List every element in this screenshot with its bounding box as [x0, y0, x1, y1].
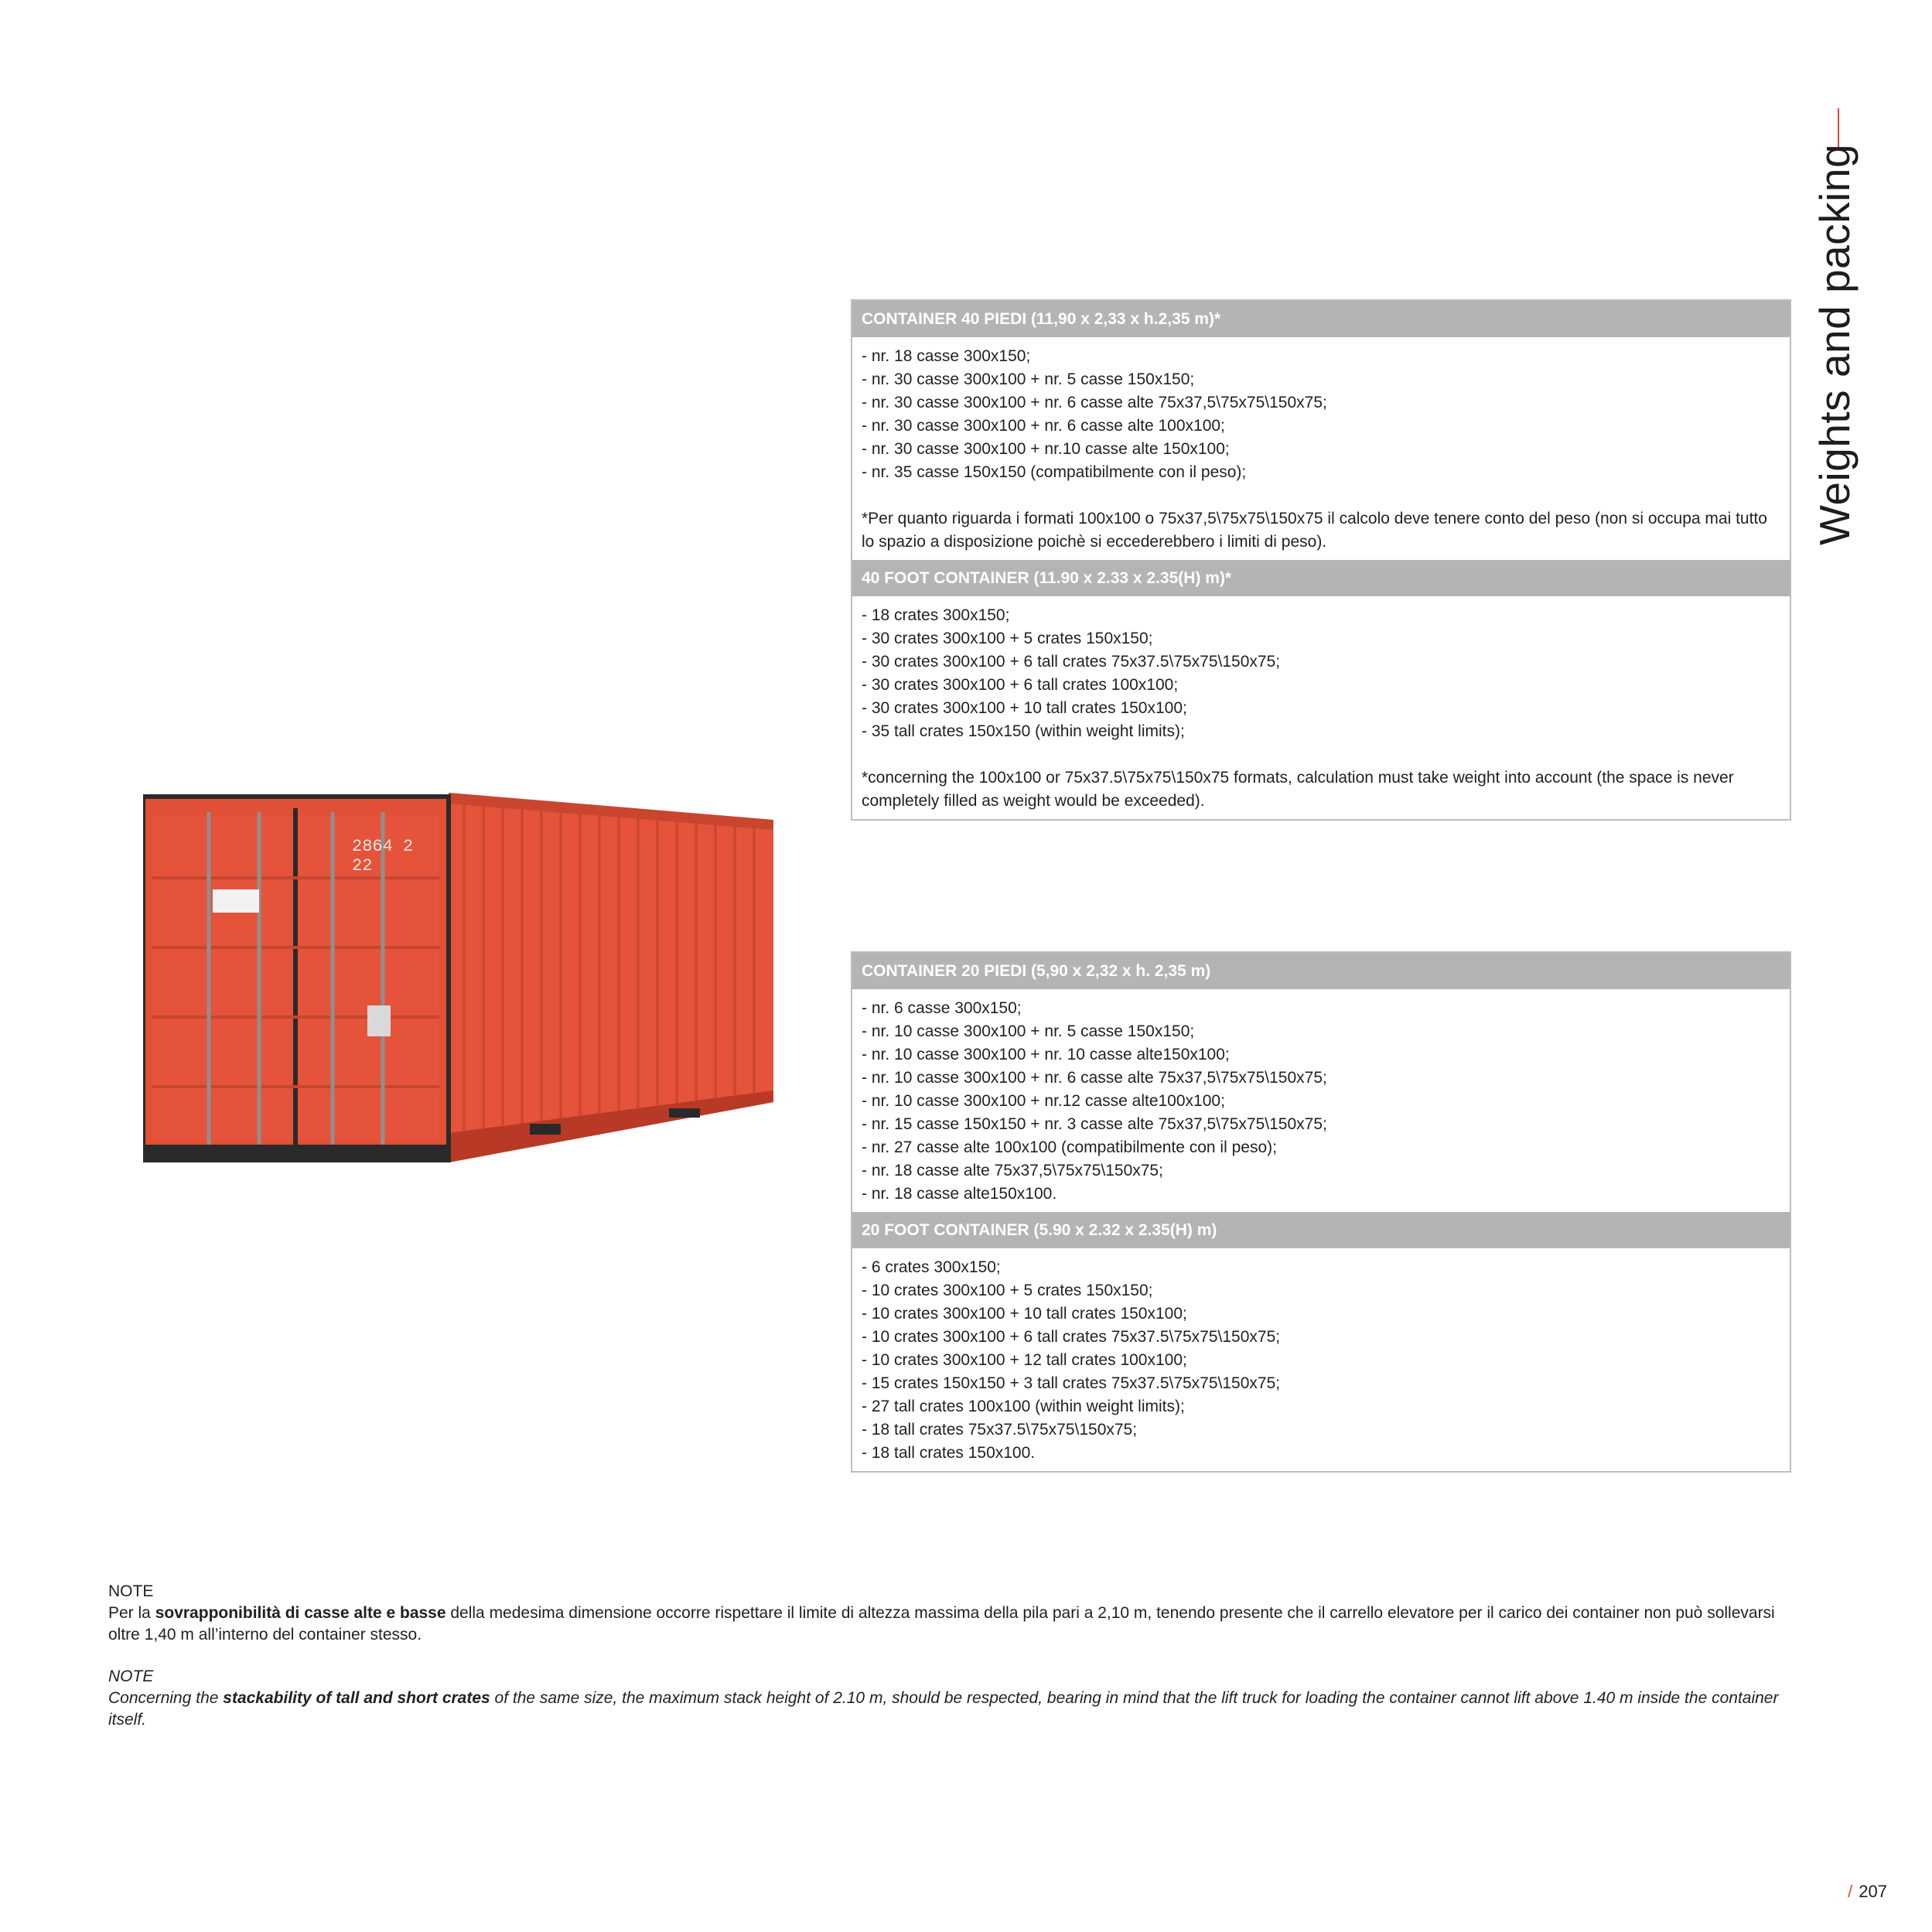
container-20-it-body [852, 989, 1790, 1212]
list-item: - 10 crates 300x100 + 10 tall crates 150x100; [862, 1305, 1187, 1323]
list-item: - nr. 10 casse 300x100 + nr.12 casse alte100x100; [862, 1092, 1225, 1110]
list-item: - nr. 27 casse alte 100x100 (compatibilmente con il peso); [862, 1138, 1277, 1156]
list-item: - nr. 30 casse 300x100 + nr. 6 casse alte 100x100; [862, 417, 1225, 435]
list-item: - nr. 10 casse 300x100 + nr. 6 casse alte 75x37,5\75x75\150x75; [862, 1069, 1327, 1087]
list-item: - nr. 35 casse 150x150 (compatibilmente con il peso); [862, 463, 1247, 481]
note-title: NOTE [108, 1582, 154, 1600]
note-title: NOTE [108, 1667, 154, 1685]
footnote: *Per quanto riguarda i formati 100x100 o 75x37,5\75x75\150x75 il calcolo deve tenere conto del peso (non si occupa mai tutto lo spazio a disposizione poichè si eccederebbero i limiti di peso). [862, 510, 1767, 551]
list-item: - nr. 30 casse 300x100 + nr.10 casse alte 150x100; [862, 440, 1230, 458]
container-40-en-header: 40 FOOT CONTAINER (11.90 x 2.33 x 2.35(H) m)* [852, 560, 1790, 596]
container-20-table [851, 951, 1791, 1473]
container-number: 2864 2 [352, 837, 414, 856]
list-item: - 30 crates 300x100 + 6 tall crates 100x100; [862, 676, 1179, 694]
section-title: Weights and packing [1811, 143, 1859, 545]
list-item: - nr. 6 casse 300x150; [862, 999, 1022, 1017]
list-item: - nr. 30 casse 300x100 + nr. 5 casse 150x150; [862, 370, 1195, 388]
list-item: - 18 tall crates 75x37.5\75x75\150x75; [862, 1421, 1138, 1439]
list-item: - nr. 15 casse 150x150 + nr. 3 casse alte 75x37,5\75x75\150x75; [862, 1115, 1327, 1133]
note-text: Per la sovrapponibilità di casse alte e basse della medesima dimensione occorre rispettare il limite di altezza massima della pila pari a 2,10 m, tenendo presente che il carrello elevatore per il carico dei container non può sollevarsi oltre 1,40 m all’interno del container stesso. [108, 1604, 1775, 1644]
shipping-container-image [143, 793, 781, 1164]
list-item: - 15 crates 150x150 + 3 tall crates 75x37.5\75x75\150x75; [862, 1374, 1281, 1392]
container-40-table [851, 299, 1791, 821]
page-number: / 207 [1848, 1882, 1887, 1901]
container-code: 22 [352, 856, 373, 876]
list-item: - 18 tall crates 150x100. [862, 1444, 1036, 1462]
list-item: - nr. 18 casse 300x150; [862, 347, 1031, 365]
list-item: - 30 crates 300x100 + 5 crates 150x150; [862, 630, 1153, 647]
list-item: - nr. 30 casse 300x100 + nr. 6 casse alte 75x37,5\75x75\150x75; [862, 394, 1327, 411]
side-accent-line [1838, 108, 1839, 148]
note-it [108, 1581, 1794, 1646]
container-40-it-header: CONTAINER 40 PIEDI (11,90 x 2,33 x h.2,35 m)* [852, 301, 1790, 337]
container-20-en-body [852, 1248, 1790, 1471]
list-item: - nr. 18 casse alte 75x37,5\75x75\150x75; [862, 1162, 1163, 1179]
list-item: - 35 tall crates 150x150 (within weight limits); [862, 722, 1185, 740]
list-item: - nr. 10 casse 300x100 + nr. 5 casse 150x150; [862, 1022, 1195, 1040]
list-item: - 18 crates 300x150; [862, 606, 1010, 624]
list-item: - 30 crates 300x100 + 6 tall crates 75x37.5\75x75\150x75; [862, 653, 1281, 671]
list-item: - 10 crates 300x100 + 5 crates 150x150; [862, 1282, 1153, 1299]
container-20-it-header: CONTAINER 20 PIEDI (5,90 x 2,32 x h. 2,35 m) [852, 953, 1790, 989]
note-text: Concerning the stackability of tall and short crates of the same size, the maximum stack height of 2.10 m, should be respected, bearing in mind that the lift truck for loading the container cannot lift above 1.40 m inside the container itself. [108, 1689, 1779, 1729]
list-item: - nr. 10 casse 300x100 + nr. 10 casse alte150x100; [862, 1046, 1230, 1063]
container-40-it-body [852, 337, 1790, 560]
notes-section [108, 1581, 1794, 1751]
footnote: *concerning the 100x100 or 75x37.5\75x75\150x75 formats, calculation must take weight into account (the space is never completely filled as weight would be exceeded). [862, 769, 1734, 810]
list-item: - 6 crates 300x150; [862, 1258, 1001, 1276]
list-item: - nr. 18 casse alte150x100. [862, 1185, 1057, 1203]
note-en [108, 1666, 1794, 1731]
list-item: - 27 tall crates 100x100 (within weight limits); [862, 1398, 1185, 1415]
list-item: - 10 crates 300x100 + 6 tall crates 75x37.5\75x75\150x75; [862, 1328, 1281, 1346]
container-40-en-body [852, 596, 1790, 819]
list-item: - 10 crates 300x100 + 12 tall crates 100x100; [862, 1351, 1187, 1369]
container-20-en-header: 20 FOOT CONTAINER (5.90 x 2.32 x 2.35(H) m) [852, 1212, 1790, 1248]
list-item: - 30 crates 300x100 + 10 tall crates 150x100; [862, 699, 1187, 717]
